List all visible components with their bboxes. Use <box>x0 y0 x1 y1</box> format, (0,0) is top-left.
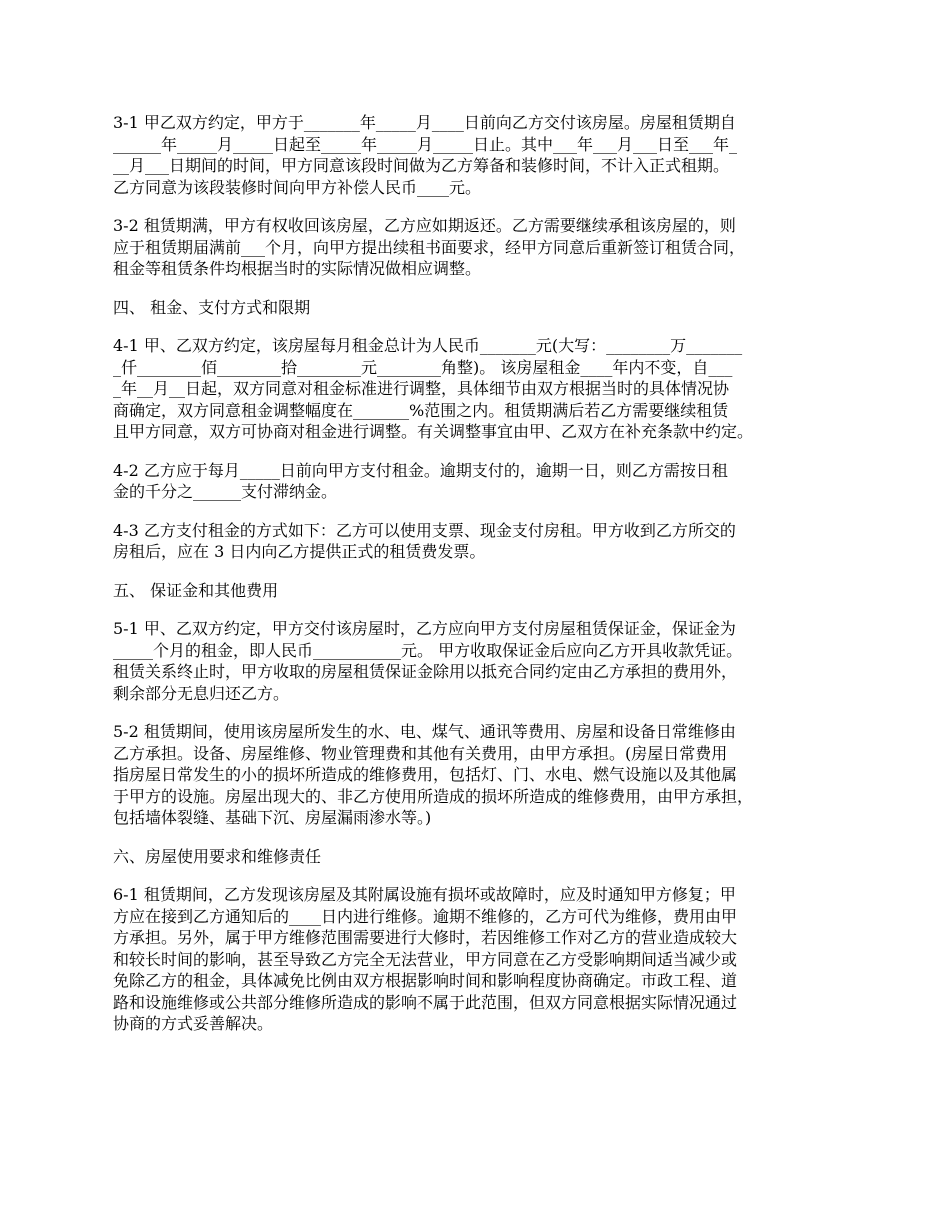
paragraph-line: 指房屋日常发生的小的损坏所造成的维修费用，包括灯、门、水电、燃气设施以及其他属 <box>113 765 738 784</box>
paragraph-line: 4-2 乙方应于每月_____日前向甲方支付租金。逾期支付的，逾期一日，则乙方需按日租 <box>113 460 728 480</box>
section-5-heading <box>113 580 853 602</box>
paragraph-line: 免除乙方的租金，具体减免比例由双方根据影响时间和影响程度协商确定。市政工程、道 <box>113 971 738 990</box>
clause-4-2 <box>113 460 853 503</box>
paragraph-line: 剩余部分无息归还乙方。 <box>113 683 290 703</box>
paragraph-line: 协商的方式妥善解决。 <box>113 1014 274 1033</box>
clause-5-1 <box>113 618 853 704</box>
clause-3-1 <box>113 112 853 198</box>
section-heading-text: 六、房屋使用要求和维修责任 <box>113 846 322 866</box>
document-body <box>113 112 853 1052</box>
paragraph-line: 且甲方同意，双方可协商对租金进行调整。有关调整事宜由甲、乙双方在补充条款中约定。 <box>113 422 754 441</box>
paragraph-line: 金的千分之______支付滞纳金。 <box>113 482 338 501</box>
paragraph-line: 方承担。另外，属于甲方维修范围需要进行大修时，若因维修工作对乙方的营业造成较大 <box>113 928 738 947</box>
paragraph-line: 包括墙体裂缝、基础下沉、房屋漏雨渗水等。) <box>113 808 432 827</box>
paragraph-line: 5-2 租赁期间，使用该房屋所发生的水、电、煤气、通讯等费用、房屋和设备日常维修由 <box>113 722 736 741</box>
paragraph-line: 3-1 甲乙双方约定，甲方于_______年_____月____日前向乙方交付该房屋。房屋租赁期自 <box>113 113 736 132</box>
paragraph-line: 商确定，双方同意租金调整幅度在_______%范围之内。租赁期满后若乙方需要继续租赁 <box>113 400 729 420</box>
paragraph-line: 6-1 租赁期间，乙方发现该房屋及其附属设施有损坏或故障时，应及时通知甲方修复；甲 <box>113 885 736 904</box>
paragraph-line: 于甲方的设施。房屋出现大的、非乙方使用所造成的损坏所造成的维修费用，由甲方承担， <box>113 786 754 806</box>
paragraph-line: 3-2 租赁期满，甲方有权收回该房屋，乙方应如期返还。乙方需要继续承租该房屋的，则 <box>113 216 736 235</box>
clause-4-3 <box>113 520 853 563</box>
paragraph-line: 租金等租赁条件均根据当时的实际情况做相应调整。 <box>113 259 482 278</box>
paragraph-line: 乙方承担。设备、房屋维修、物业管理费和其他有关费用，由甲方承担。(房屋日常费用 <box>113 743 728 763</box>
section-4-heading <box>113 297 853 319</box>
section-heading-text: 五、 保证金和其他费用 <box>113 580 279 600</box>
paragraph-line: 5-1 甲、乙双方约定，甲方交付该房屋时，乙方应向甲方支付房屋租赁保证金，保证金为 <box>113 619 736 638</box>
paragraph-line: ______年_____月_____日起至_____年_____月_____日止。其中___年___月___日至___年_ <box>113 134 738 154</box>
clause-5-2 <box>113 721 853 829</box>
paragraph-line: 方应在接到乙方通知后的____日内进行维修。逾期不维修的，乙方可代为维修，费用由甲 <box>113 906 738 926</box>
paragraph-line: 路和设施维修或公共部分维修所造成的影响不属于此范围，但双方同意根据实际情况通过 <box>113 992 738 1012</box>
paragraph-line: 和较长时间的影响，甚至导致乙方完全无法营业，甲方同意在乙方受影响期间适当减少或 <box>113 949 738 969</box>
paragraph-line: __月___日期间的时间，甲方同意该段时间做为乙方筹备和装修时间，不计入正式租期。 <box>113 156 730 175</box>
paragraph-line: 4-1 甲、乙双方约定，该房屋每月租金总计为人民币_______元(大写：________万_______ <box>113 336 743 355</box>
paragraph-line: 应于租赁期届满前___个月，向甲方提出续租书面要求，经甲方同意后重新签订租赁合同， <box>113 237 746 257</box>
paragraph-line: _仟________佰________拾________元________角整)。 该房屋租金____年内不变，自___ <box>113 357 733 377</box>
section-6-heading <box>113 846 853 868</box>
paragraph-line: 4-3 乙方支付租金的方式如下：乙方可以使用支票、现金支付房租。甲方收到乙方所交的 <box>113 520 736 540</box>
clause-6-1 <box>113 884 853 1035</box>
paragraph-line: _年__月__日起，双方同意对租金标准进行调整，具体细节由双方根据当时的具体情况协 <box>113 379 730 398</box>
paragraph-line: 租赁关系终止时，甲方收取的房屋租赁保证金除用以抵充合同约定由乙方承担的费用外， <box>113 662 738 681</box>
paragraph-line: _____个月的租金，即人民币___________元。 甲方收取保证金后应向乙方开具收款凭证。 <box>113 640 743 660</box>
clause-4-1 <box>113 335 853 443</box>
section-heading-text: 四、 租金、支付方式和限期 <box>113 297 311 317</box>
paragraph-line: 房租后，应在 3 日内向乙方提供正式的租赁费发票。 <box>113 542 486 561</box>
clause-3-2 <box>113 215 853 280</box>
paragraph-line: 乙方同意为该段装修时间向甲方补偿人民币____元。 <box>113 177 482 197</box>
